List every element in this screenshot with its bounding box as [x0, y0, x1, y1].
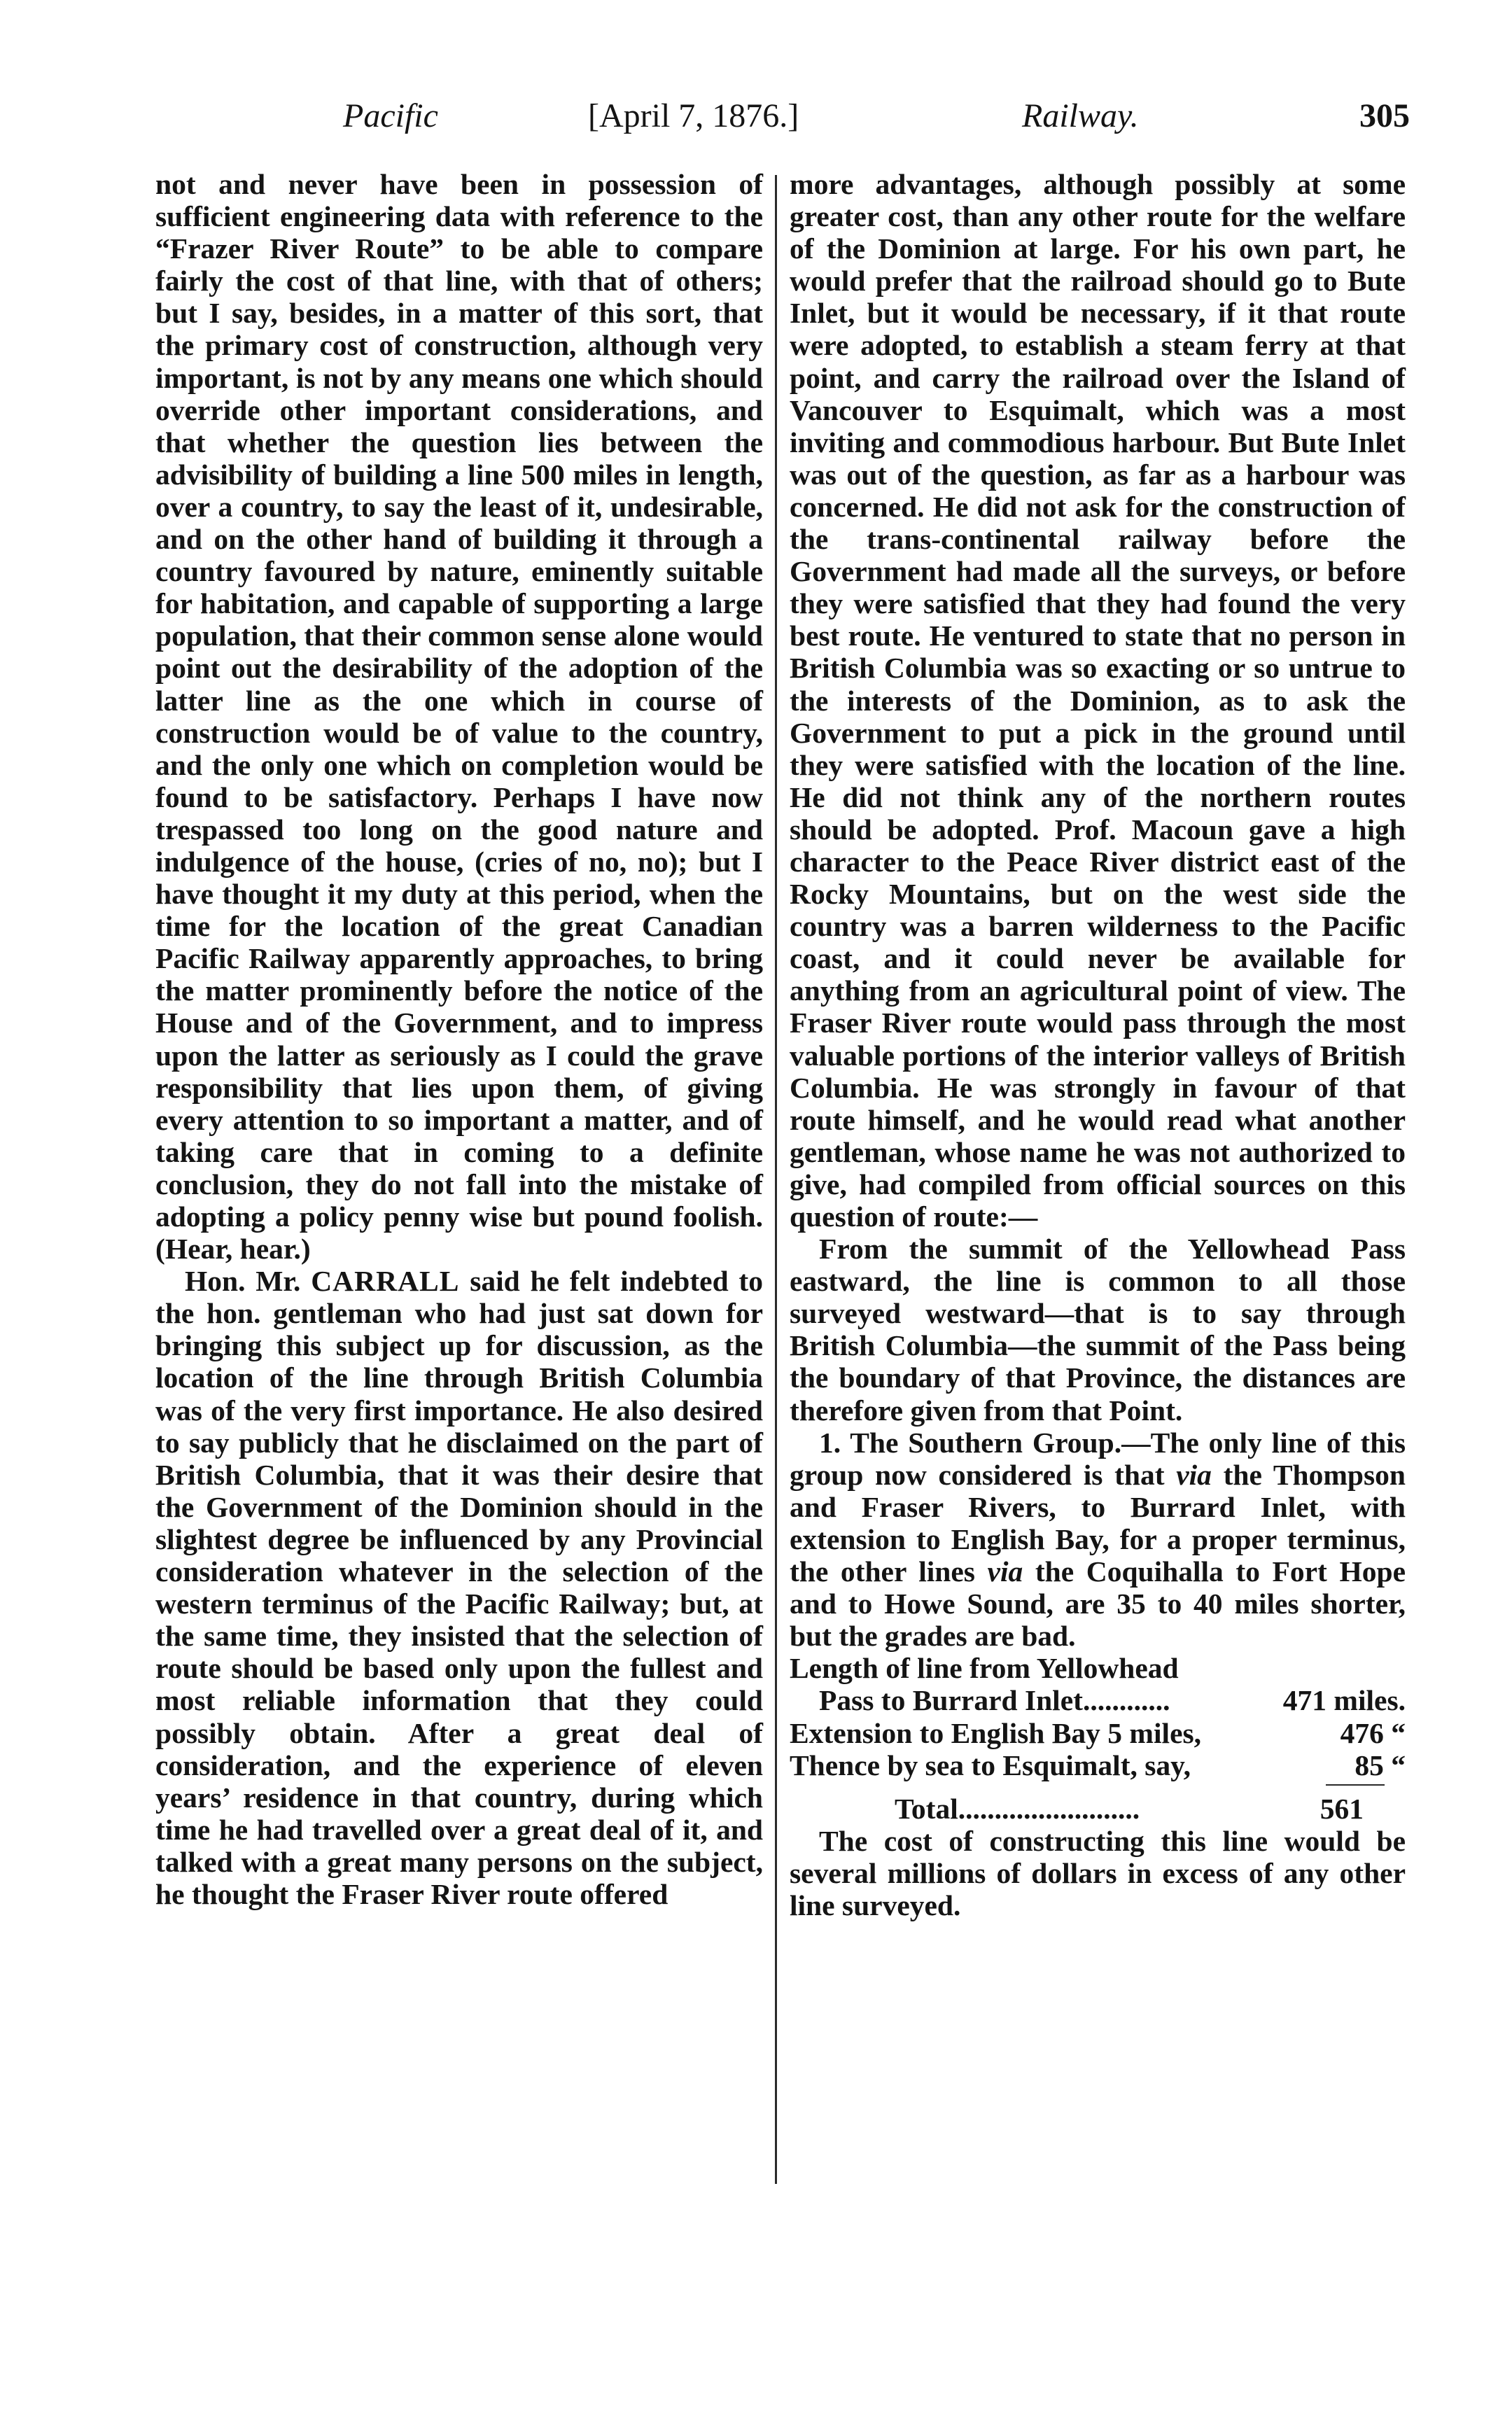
length-table	[790, 1652, 1406, 1824]
paragraph: The cost of constructing this line would be several millions of dollars in excess of any other line surveyed.	[790, 1824, 1406, 1921]
length-label: Extension to English Bay 5 miles,	[790, 1716, 1202, 1749]
italic-via: via	[1176, 1458, 1212, 1491]
paragraph-text: the Thompson and Fraser Rivers, to Burrard Inlet, with extension to English Bay, for a proper terminus, the other lines	[790, 1458, 1406, 1588]
paragraph-text: said he felt indebted to the hon. gentleman who had just sat down for bringing this subject up for discussion, as the location of the line through British Columbia was of the very first importance. He also desired to say publicly that he disclaimed on the part of British Columbia, that it was their desire that the Government of the Dominion should in the slightest degree be influenced by any Provincial consideration whatever in the selection of the western terminus of the Pacific Railway; but, at the same time, they insisted that the selection of route should be based only upon the fullest and most reliable information that they could possibly obtain. After a great deal of consideration, and the experience of eleven years’ residence in that country, during which time he had travelled over a great deal of it, and talked with a great many persons on the subject, he thought the Fraser River route offered	[155, 1265, 763, 1910]
total-row	[790, 1793, 1406, 1825]
total-value: 561	[1320, 1792, 1364, 1825]
paragraph-carrall	[155, 1265, 763, 1910]
column-divider	[775, 175, 777, 2184]
running-head-left: Pacific	[343, 97, 438, 134]
length-row	[790, 1684, 1406, 1716]
length-value: 85 “	[1354, 1749, 1406, 1781]
left-column	[155, 168, 763, 1910]
italic-via: via	[987, 1555, 1023, 1588]
paragraph-text: 1. The Southern Group.—The only line of this group now considered is that	[790, 1426, 1406, 1491]
right-column	[790, 168, 1406, 1921]
length-intro	[790, 1652, 1406, 1684]
length-label: Thence by sea to Esquimalt, say,	[790, 1749, 1191, 1781]
page-number: 305	[1359, 97, 1410, 134]
length-value: 476 “	[1340, 1716, 1406, 1749]
paragraph: From the summit of the Yellowhead Pass eastward, the line is common to all those surveyed westward—that is to say through British Columbia—the summit of the Pass being the boundary of that Province, the distances are therefore given from that Point.	[790, 1233, 1406, 1427]
paragraph-southern-group	[790, 1427, 1406, 1653]
total-label: Total.........................	[895, 1792, 1140, 1825]
paragraph: not and never have been in possession of sufficient engineering data with reference to the “Frazer River Route” to be able to compare fairly the cost of that line, with that of others; but I say, besides, in a matter of this sort, that the primary cost of construction, although very important, is not by any means one which should override other important considerations, and that whether the question lies between the advisibility of building a line 500 miles in length, over a country, to say the least of it, undesirable, and on the other hand of building it through a country favoured by nature, eminently suitable for habitation, and capable of supporting a large population, that their common sense alone would point out the desirability of the adoption of the latter line as the one which in course of construction would be of value to the country, and the only one which on completion would be found to be satisfactory. Perhaps I have now trespassed too long on the good nature and indulgence of the house, (cries of no, no); but I have thought it my duty at this period, when the time for the location of the great Canadian Pacific Railway apparently approaches, to bring the matter prominently before the notice of the House and of the Government, and to impress upon the latter as seriously as I could the grave responsibility that lies upon them, of giving every attention to so important a matter, and of taking care that in coming to a definite conclusion, they do not fall into the mistake of adopting a policy penny wise but pound foolish. (Hear, hear.)	[155, 168, 763, 1266]
speaker-prefix: Hon. Mr.	[185, 1265, 312, 1298]
running-head-right: Railway.	[1022, 97, 1139, 134]
length-intro-text: Length of line from Yellowhead	[790, 1652, 1179, 1685]
length-label: Pass to Burrard Inlet............	[819, 1684, 1170, 1717]
speaker-name: CARRALL	[311, 1265, 460, 1298]
running-head-date: [April 7, 1876.]	[588, 97, 799, 134]
length-row	[790, 1717, 1406, 1749]
paragraph-text: the Coquihalla to Fort Hope and to Howe Sound, are 35 to 40 miles shorter, but the grades are bad.	[790, 1555, 1406, 1653]
paragraph: more advantages, although possibly at some greater cost, than any other route for the welfare of the Dominion at large. For his own part, he would prefer that the railroad should go to Bute Inlet, but it would be necessary, if it that route were adopted, to establish a steam ferry at that point, and carry the railroad over the Island of Vancouver to Esquimalt, which was a most inviting and commodious harbour. But Bute Inlet was out of the question, as far as a harbour was concerned. He did not ask for the construction of the trans-continental railway before the Government had made all the surveys, or before they were satisfied that they had found the very best route. He ventured to state that no person in British Columbia was so exacting or so untrue to the interests of the Dominion, as to ask the Government to put a pick in the ground until they were satisfied with the location of the line. He did not think any of the northern routes should be adopted. Prof. Macoun gave a high character to the Peace River district east of the Rocky Mountains, but on the west side the country was a barren wilderness to the Pacific coast, and it could never be available for anything from an agricultural point of view. The Fraser River route would pass through the most valuable portions of the interior valleys of British Columbia. He was strongly in favour of that route himself, and he would read what another gentleman, whose name he was not authorized to give, had compiled from official sources on this question of route:—	[790, 168, 1406, 1233]
length-row	[790, 1749, 1406, 1781]
page-header	[154, 97, 1410, 153]
length-value: 471 miles.	[1282, 1684, 1406, 1717]
total-rule	[1326, 1784, 1385, 1786]
